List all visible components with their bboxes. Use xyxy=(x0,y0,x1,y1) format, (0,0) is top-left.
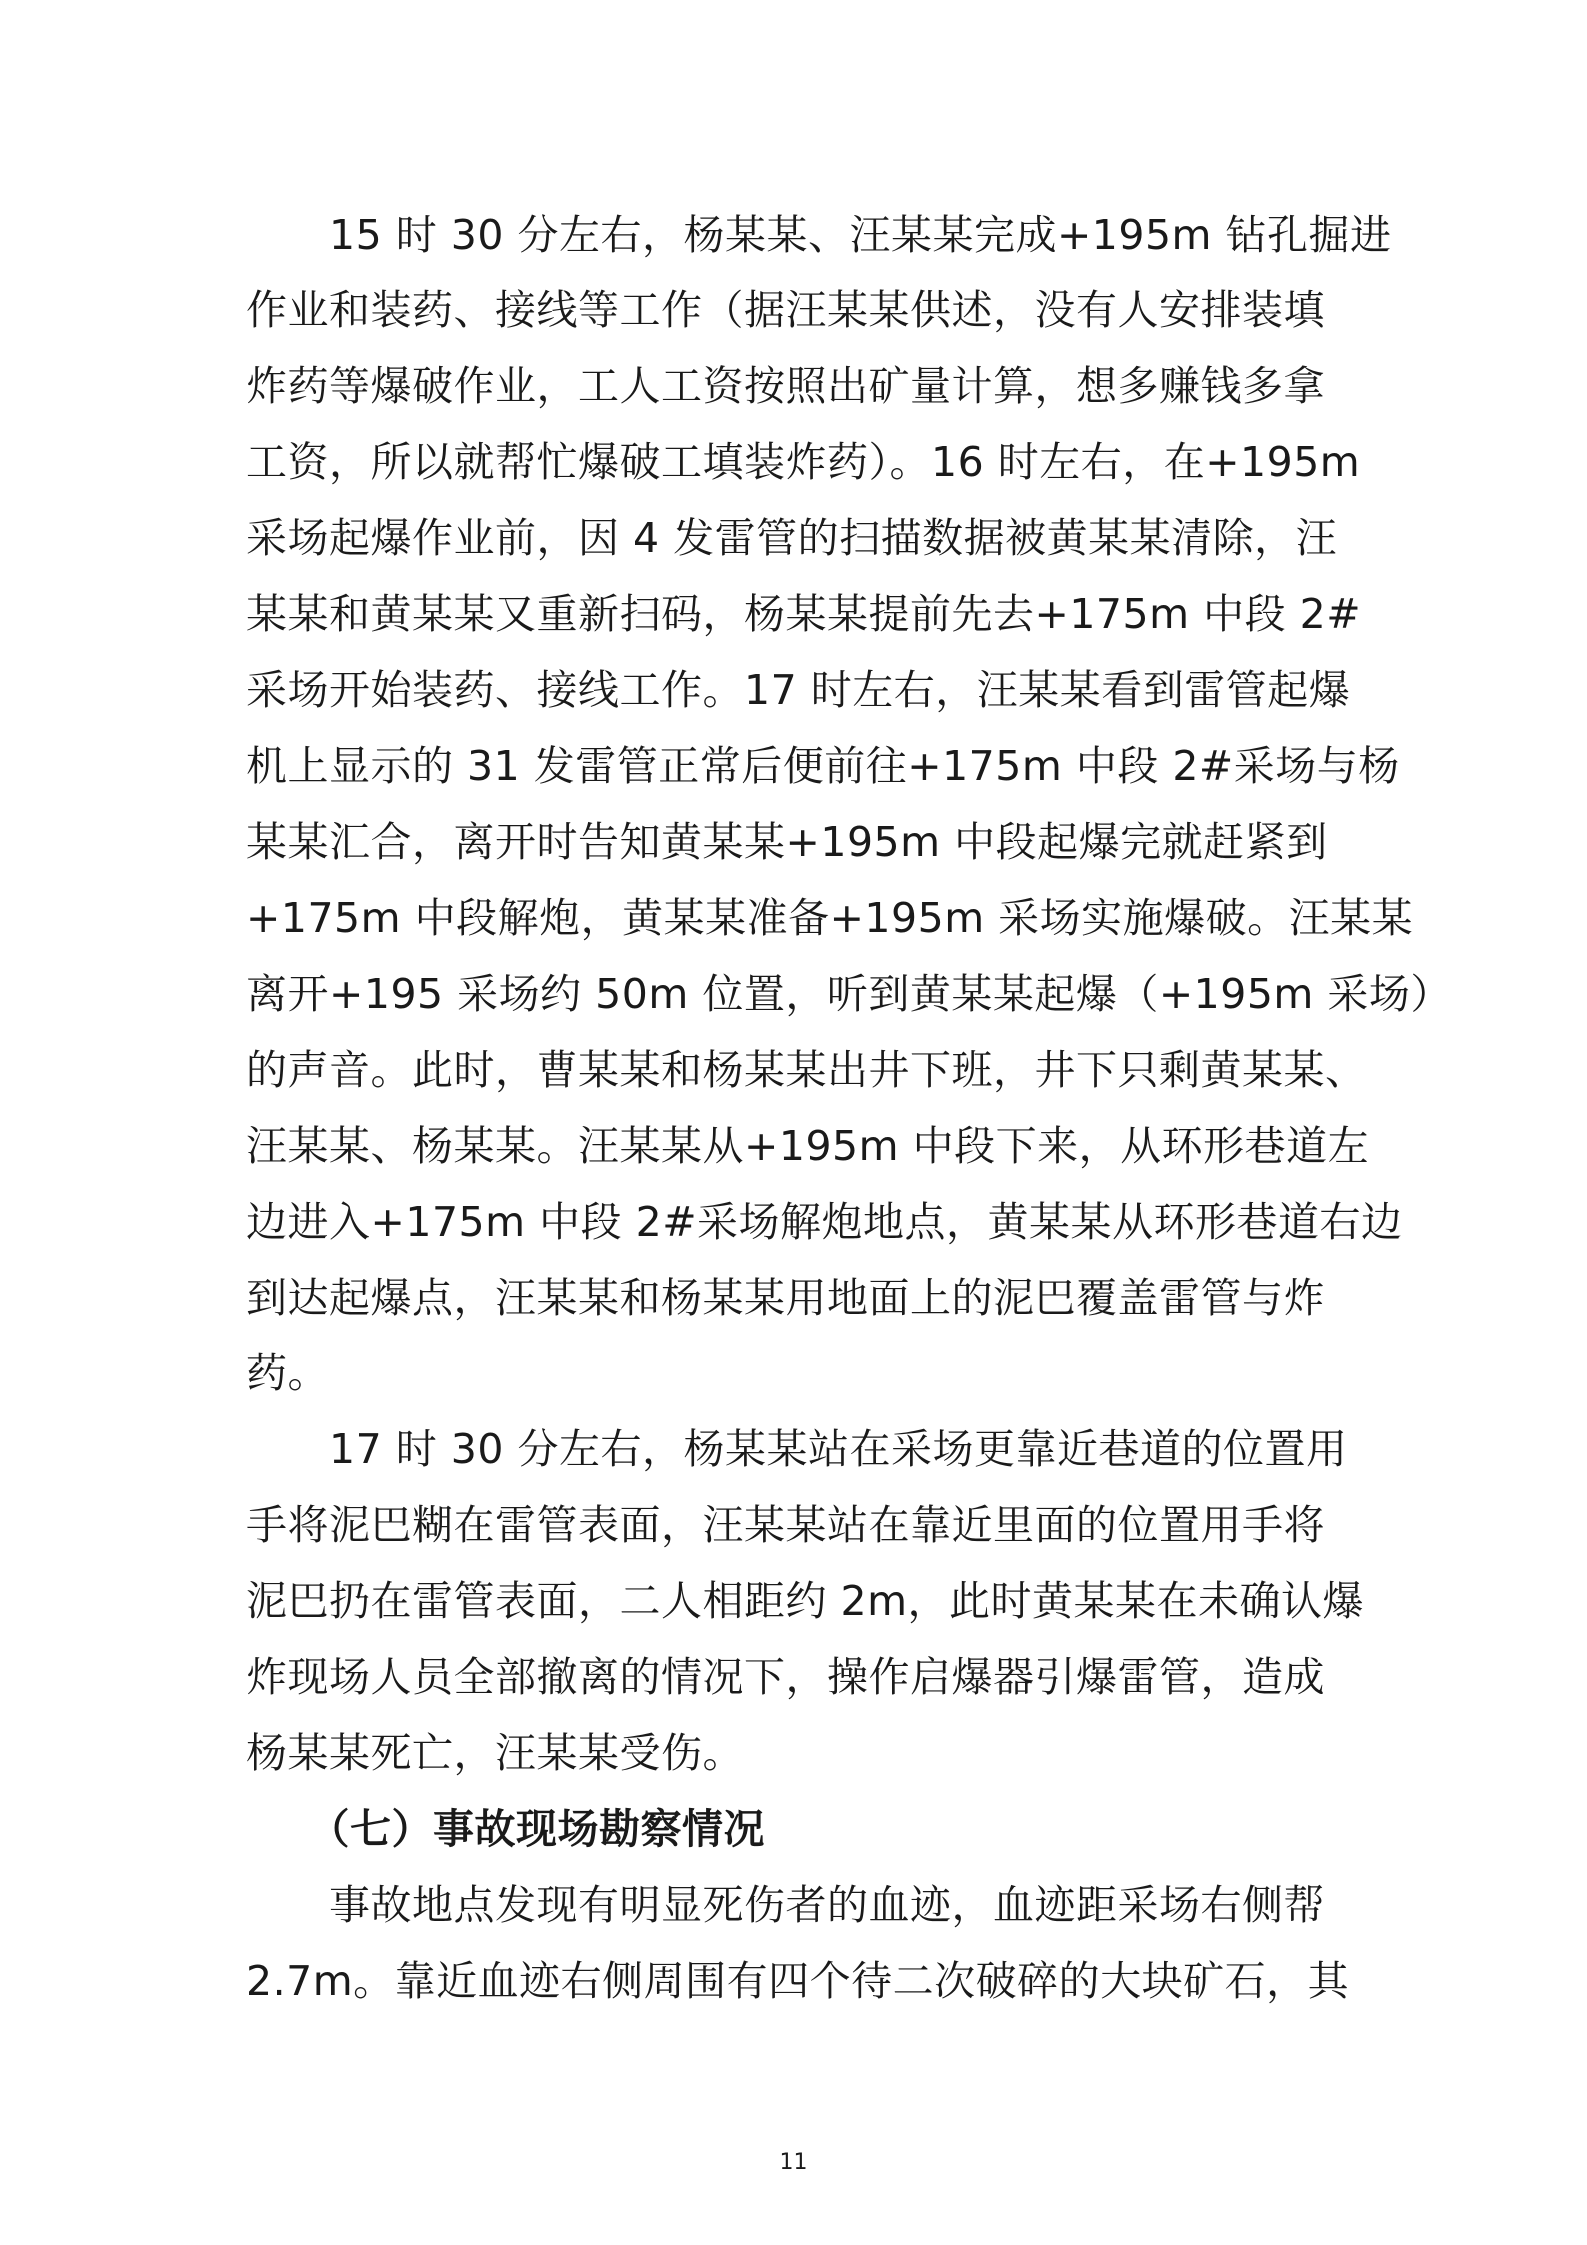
paragraph-line: 2.7m。靠近血迹右侧周围有四个待二次破碎的大块矿石，其 xyxy=(246,1957,1350,2005)
paragraph-line: 手将泥巴糊在雷管表面，汪某某站在靠近里面的位置用手将 xyxy=(246,1501,1325,1549)
section-heading: （七）事故现场勘察情况 xyxy=(246,1805,765,1853)
paragraph-line: 事故地点发现有明显死伤者的血迹，血迹距采场右侧帮 xyxy=(246,1881,1325,1929)
paragraph-line: 药。 xyxy=(246,1349,329,1397)
paragraph-line: 炸药等爆破作业，工人工资按照出矿量计算，想多赚钱多拿 xyxy=(246,362,1325,410)
paragraph-line: 采场开始装药、接线工作。17 时左右，汪某某看到雷管起爆 xyxy=(246,666,1351,714)
paragraph-line: 作业和装药、接线等工作（据汪某某供述，没有人安排装填 xyxy=(246,286,1325,334)
paragraph-line: 工资，所以就帮忙爆破工填装炸药）。16 时左右，在+195m xyxy=(246,438,1361,486)
paragraph-line: 汪某某、杨某某。汪某某从+195m 中段下来，从环形巷道左 xyxy=(246,1122,1370,1170)
paragraph-line: 机上显示的 31 发雷管正常后便前往+175m 中段 2#采场与杨 xyxy=(246,742,1400,790)
paragraph-line: 杨某某死亡，汪某某受伤。 xyxy=(246,1729,744,1777)
paragraph-line: 到达起爆点，汪某某和杨某某用地面上的泥巴覆盖雷管与炸 xyxy=(246,1274,1325,1322)
paragraph-line: 17 时 30 分左右，杨某某站在采场更靠近巷道的位置用 xyxy=(246,1425,1348,1473)
paragraph-line: 采场起爆作业前，因 4 发雷管的扫描数据被黄某某清除，汪 xyxy=(246,514,1338,562)
paragraph-line: 边进入+175m 中段 2#采场解炮地点，黄某某从环形巷道右边 xyxy=(246,1198,1403,1246)
paragraph-line: 15 时 30 分左右，杨某某、汪某某完成+195m 钻孔掘进 xyxy=(246,211,1392,259)
paragraph-line: 泥巴扔在雷管表面，二人相距约 2m，此时黄某某在未确认爆 xyxy=(246,1577,1365,1625)
paragraph-line: 某某和黄某某又重新扫码，杨某某提前先去+175m 中段 2# xyxy=(246,590,1362,638)
paragraph-line: 的声音。此时，曹某某和杨某某出井下班，井下只剩黄某某、 xyxy=(246,1046,1367,1094)
paragraph-line: +175m 中段解炮，黄某某准备+195m 采场实施爆破。汪某某 xyxy=(246,894,1414,942)
paragraph-line: 离开+195 采场约 50m 位置，听到黄某某起爆（+195m 采场） xyxy=(246,970,1452,1018)
paragraph-line: 炸现场人员全部撤离的情况下，操作启爆器引爆雷管，造成 xyxy=(246,1653,1325,1701)
paragraph-line: 某某汇合，离开时告知黄某某+195m 中段起爆完就赶紧到 xyxy=(246,818,1328,866)
page-number: 11 xyxy=(779,2150,808,2175)
